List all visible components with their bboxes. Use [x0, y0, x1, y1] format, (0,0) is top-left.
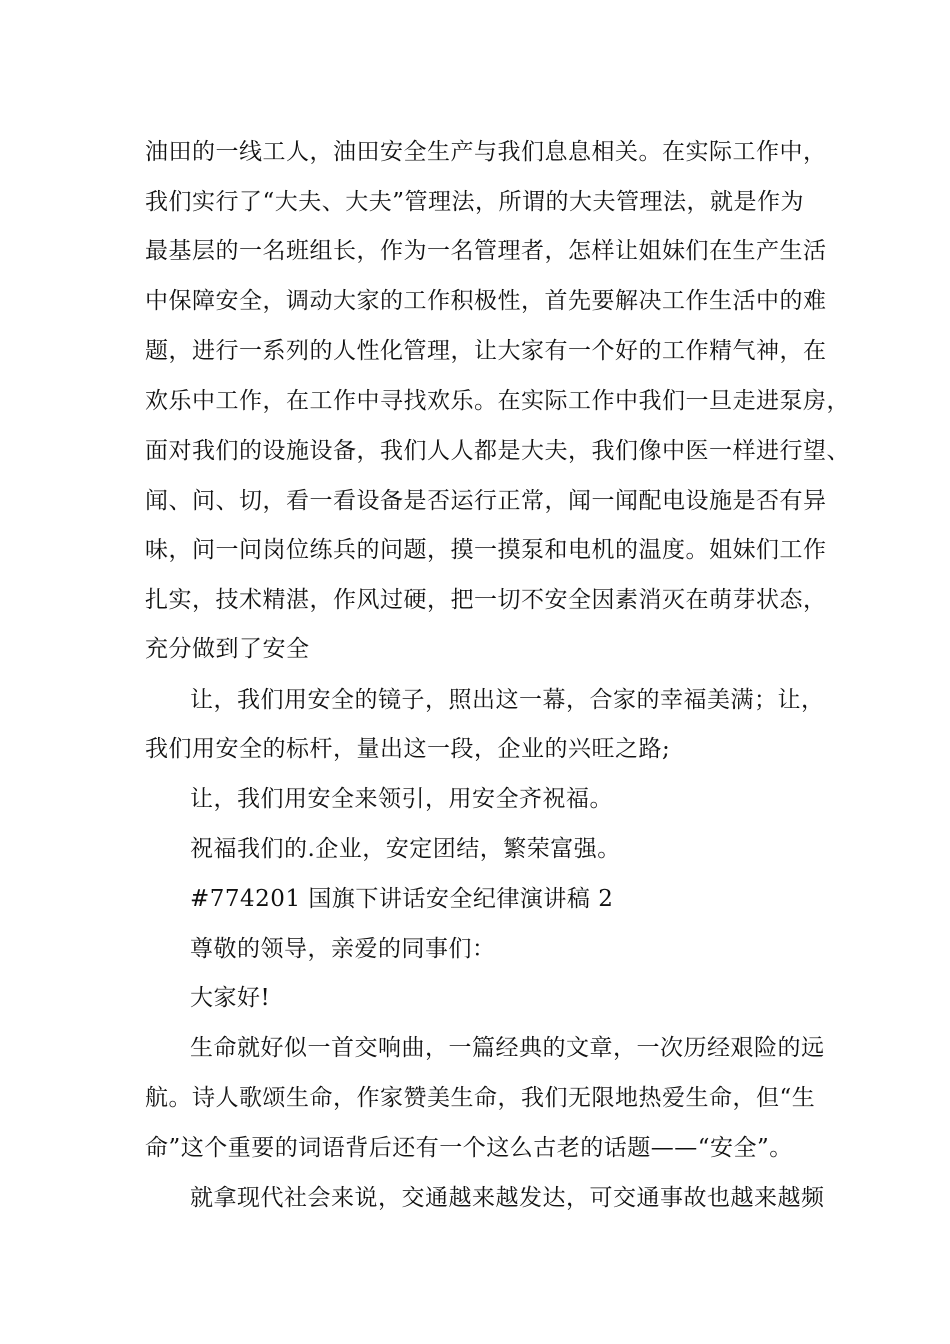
text-line-12: 让，我们用安全的镜子，照出这一幕，合家的幸福美满；让， [190, 687, 825, 713]
salutation: 尊敬的领导，亲爱的同事们： [190, 936, 496, 962]
section-heading: #774201 国旗下讲话安全纪律演讲稿 2 [190, 886, 614, 912]
text-line-14: 让，我们用安全来领引，用安全齐祝福。 [190, 786, 613, 812]
text-line-15: 祝福我们的.企业，安定团结，繁荣富强。 [190, 836, 621, 862]
text-line-9: 味，问一问岗位练兵的问题，摸一摸泵和电机的温度。姐妹们工作 [145, 537, 827, 563]
text-line-7: 面对我们的设施设备，我们人人都是大夫，我们像中医一样进行望、 [145, 438, 850, 464]
text-line-1: 油田的一线工人，油田安全生产与我们息息相关。在实际工作中， [145, 139, 827, 165]
text-line-5: 题，进行一系列的人性化管理，让大家有一个好的工作精气神，在 [145, 338, 827, 364]
text-line-22: 就拿现代社会来说，交通越来越发达，可交通事故也越来越频 [190, 1185, 825, 1211]
greeting: 大家好! [190, 985, 271, 1011]
text-line-2: 我们实行了“大夫、大夫”管理法，所谓的大夫管理法，就是作为 [145, 189, 805, 215]
text-line-13: 我们用安全的标杆，量出这一段，企业的兴旺之路; [145, 736, 671, 762]
text-line-21: 命”这个重要的词语背后还有一个这么古老的话题——“安全”。 [145, 1135, 793, 1161]
text-line-11: 充分做到了安全 [145, 636, 310, 662]
text-line-10: 扎实，技术精湛，作风过硬，把一切不安全因素消灭在萌芽状态， [145, 587, 827, 613]
text-line-3: 最基层的一名班组长，作为一名管理者，怎样让姐妹们在生产生活 [145, 238, 827, 264]
text-line-19: 生命就好似一首交响曲，一篇经典的文章，一次历经艰险的远 [190, 1035, 825, 1061]
text-line-6: 欢乐中工作，在工作中寻找欢乐。在实际工作中我们一旦走进泵房， [145, 388, 850, 414]
text-line-20: 航。诗人歌颂生命，作家赞美生命，我们无限地热爱生命，但“生 [145, 1085, 816, 1111]
text-line-4: 中保障安全，调动大家的工作积极性，首先要解决工作生活中的难 [145, 288, 827, 314]
text-line-8: 闻、问、切，看一看设备是否运行正常，闻一闻配电设施是否有异 [145, 488, 827, 514]
